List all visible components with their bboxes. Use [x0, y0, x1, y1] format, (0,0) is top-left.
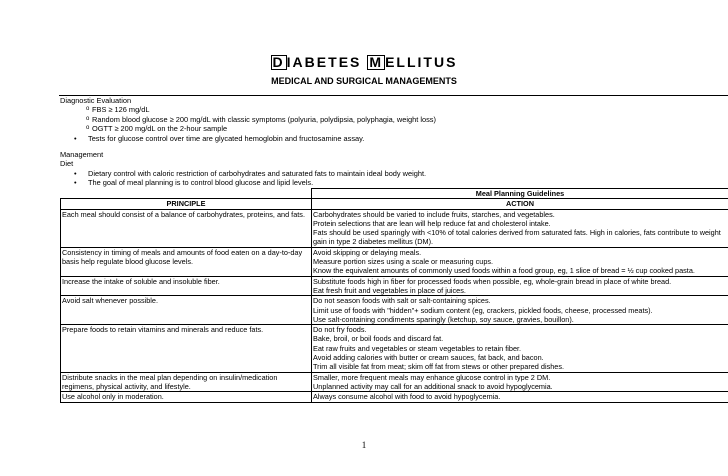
- action-item: Smaller, more frequent meals may enhance glucose control in type 2 DM.: [313, 372, 551, 382]
- table-corner: [61, 189, 312, 199]
- principle-cell: Prepare foods to retain vitamins and minerals and reduce fats.: [61, 325, 312, 372]
- diagnostic-section: [60, 96, 436, 143]
- title-letter: M: [369, 54, 384, 70]
- table-caption: Meal Planning Guidelines: [312, 189, 728, 199]
- title-letter: L: [406, 54, 418, 70]
- management-section: [60, 150, 426, 188]
- action-item: Substitute foods high in fiber for processed foods when possible, eg, whole-grain bread in place of white bread.: [313, 276, 672, 286]
- action-item: Always consume alcohol with food to avoid hypoglycemia.: [313, 392, 501, 402]
- principle-header: PRINCIPLE: [61, 199, 312, 209]
- action-item: Unplanned activity may call for an additional snack to avoid hypoglycemia.: [313, 381, 553, 391]
- title-letter: S: [350, 54, 362, 70]
- action-cell: [312, 276, 728, 296]
- title-letter: I: [286, 54, 293, 70]
- diagnostic-bullet: • Tests for glucose control over time are glycated hemoglobin and fructosamine assay.: [60, 134, 436, 143]
- title-letter: I: [417, 54, 424, 70]
- action-item: Do not season foods with salt or salt-containing spices.: [313, 296, 491, 306]
- meal-planning-table: [60, 188, 728, 403]
- action-item: Use salt-containing condiments sparingly (ketchup, soy sauce, gravies, bouillon).: [313, 314, 574, 324]
- title-letter: E: [338, 54, 351, 70]
- action-item: Eat raw fruits and vegetables or steam vegetables to retain fiber.: [313, 343, 522, 353]
- principle-cell: Each meal should consist of a balance of carbohydrates, proteins, and fats.: [61, 209, 312, 247]
- action-cell: [312, 325, 728, 372]
- title-letter: E: [385, 54, 397, 70]
- action-cell: [312, 247, 728, 276]
- management-bullet: • The goal of meal planning is to control blood glucose and lipid levels.: [60, 178, 426, 187]
- diagnostic-criterion: o OGTT ≥ 200 mg/dL on the 2-hour sample: [60, 124, 436, 133]
- diagnostic-criterion: o FBS ≥ 126 mg/dL: [60, 105, 436, 114]
- diagnostic-criterion: o Random blood glucose ≥ 200 mg/dL with classic symptoms (polyuria, polydipsia, polyphagia, weight loss): [60, 115, 436, 124]
- title-letter: E: [316, 54, 329, 70]
- management-heading: Management: [60, 150, 104, 159]
- principle-cell: Distribute snacks in the meal plan depending on insulin/medication regimens, physical activity, and lifestyle.: [61, 372, 312, 392]
- action-item: Do not fry foods.: [313, 325, 367, 335]
- table-row: [61, 247, 728, 276]
- action-cell: [312, 392, 728, 402]
- table-row: [61, 209, 728, 247]
- action-cell: [312, 209, 728, 247]
- title-letter: D: [272, 54, 285, 70]
- title-letter: S: [446, 54, 458, 70]
- document-subtitle: MEDICAL AND SURGICAL MANAGEMENTS: [271, 76, 457, 86]
- title-letter: T: [423, 54, 434, 70]
- title-letter: T: [328, 54, 339, 70]
- action-item: Avoid skipping or delaying meals.: [313, 247, 422, 257]
- management-bullet: • Dietary control with caloric restriction of carbohydrates and saturated fats to maintain ideal body weight.: [60, 169, 426, 178]
- page-number: 1: [361, 440, 367, 450]
- document-title: [0, 54, 728, 72]
- title-letter: U: [433, 54, 447, 70]
- principle-cell: Use alcohol only in moderation.: [61, 392, 312, 402]
- title-letter: L: [396, 54, 407, 70]
- action-item: Limit use of foods with "hidden"+ sodium content (eg, crackers, pickled foods, cheese, processed meats).: [313, 305, 653, 315]
- action-item: Measure portion sizes using a scale or measuring cups.: [313, 257, 494, 267]
- table-row: [61, 372, 728, 392]
- action-item: Know the equivalent amounts of commonly used foods within a food group, eg, 1 slice of bread = ½ cup cooked pasta.: [313, 266, 695, 276]
- action-cell: [312, 372, 728, 392]
- table-row: [61, 325, 728, 372]
- principle-cell: Avoid salt whenever possible.: [61, 296, 312, 325]
- action-item: Bake, broil, or boil foods and discard fat.: [313, 334, 444, 344]
- action-header: ACTION: [312, 199, 728, 209]
- principle-cell: Consistency in timing of meals and amounts of food eaten on a day-to-day basis help regulate blood glucose levels.: [61, 247, 312, 276]
- action-cell: [312, 296, 728, 325]
- diet-heading: Diet: [60, 159, 74, 169]
- action-item: Fats should be used sparingly with <10% of total calories derived from saturated fats. High in calories, fats contribute to weight gain in type 2 diabetes mellitus (DM).: [313, 228, 721, 247]
- action-item: Eat fresh fruit and vegetables in place of juices.: [313, 285, 466, 295]
- table-row: [61, 392, 728, 402]
- action-item: Trim all visible fat from meat; skim off fat from stews or other prepared dishes.: [313, 362, 565, 372]
- title-letter: B: [304, 54, 317, 70]
- table-row: [61, 276, 728, 296]
- action-item: Avoid adding calories with butter or cream sauces, fat back, and bacon.: [313, 353, 544, 363]
- action-item: Carbohydrates should be varied to include fruits, starches, and vegetables.: [313, 209, 555, 219]
- action-item: Protein selections that are lean will help reduce fat and cholesterol intake.: [313, 218, 551, 228]
- title-letter: A: [292, 54, 305, 70]
- table-row: [61, 296, 728, 325]
- principle-cell: Increase the intake of soluble and insoluble fiber.: [61, 276, 312, 296]
- diagnostic-heading: Diagnostic Evaluation: [60, 96, 132, 105]
